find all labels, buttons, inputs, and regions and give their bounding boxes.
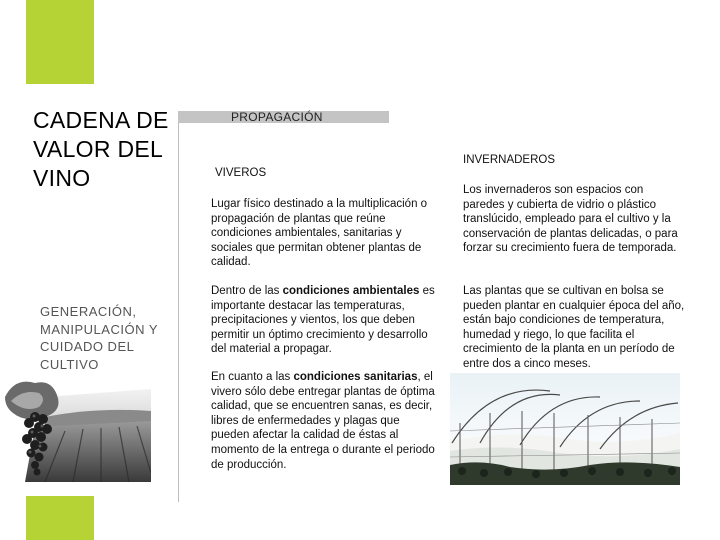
grape-vineyard-photo: [5, 377, 151, 482]
slide-subtitle: GENERACIÓN, MANIPULACIÓN Y CUIDADO DEL CULTIVO: [40, 304, 158, 372]
invernaderos-paragraph-1: Los invernaderos son espacios con paredes y cubierta de vidrio o plástico translúcido, empleado para el cultivo y la conservación de plantas delicadas, o para forzar su crecimiento fuera de temporada.: [463, 184, 678, 255]
highlight-sanitarias: condiciones sanitarias: [293, 371, 418, 383]
invernaderos-paragraph-2: Las plantas que se cultivan en bolsa se pueden plantar en cualquier época del año, están bajo condiciones de temperatura, humedad y riego, lo que facilita el crecimiento de la planta en un período de entre dos a cinco meses.: [463, 285, 685, 370]
divider-line: [178, 120, 179, 502]
viveros-heading: VIVEROS: [215, 167, 267, 179]
viveros-paragraph-2: Dentro de las condiciones ambientales es importante destacar las temperaturas, precipitaciones y vientos, los que deben permitir un óptimo crecimiento y desarrollo del material a propagar.: [211, 285, 435, 356]
highlight-ambientales: condiciones ambientales: [282, 285, 420, 297]
invernaderos-heading: INVERNADEROS: [463, 154, 556, 166]
viveros-paragraph-1: Lugar físico destinado a la multiplicación o propagación de plantas que reúne condiciones ambientales, sanitarias y sociales que permitan obtener plantas de calidad.: [211, 198, 428, 269]
greenhouse-photo: [450, 373, 680, 485]
slide-title: CADENA DE VALOR DEL VINO: [33, 107, 169, 191]
section-label: PROPAGACIÓN: [231, 110, 323, 124]
accent-block-top: [26, 0, 94, 84]
accent-block-bottom: [26, 496, 94, 540]
viveros-paragraph-3: En cuanto a las condiciones sanitarias, el vivero sólo debe entregar plantas de óptima calidad, que se encuentren sanas, es decir, libres de enfermedades y plagas que pueden afectar la calidad de éstas al momento de la entrega o durante el periodo de producción.: [211, 371, 435, 471]
